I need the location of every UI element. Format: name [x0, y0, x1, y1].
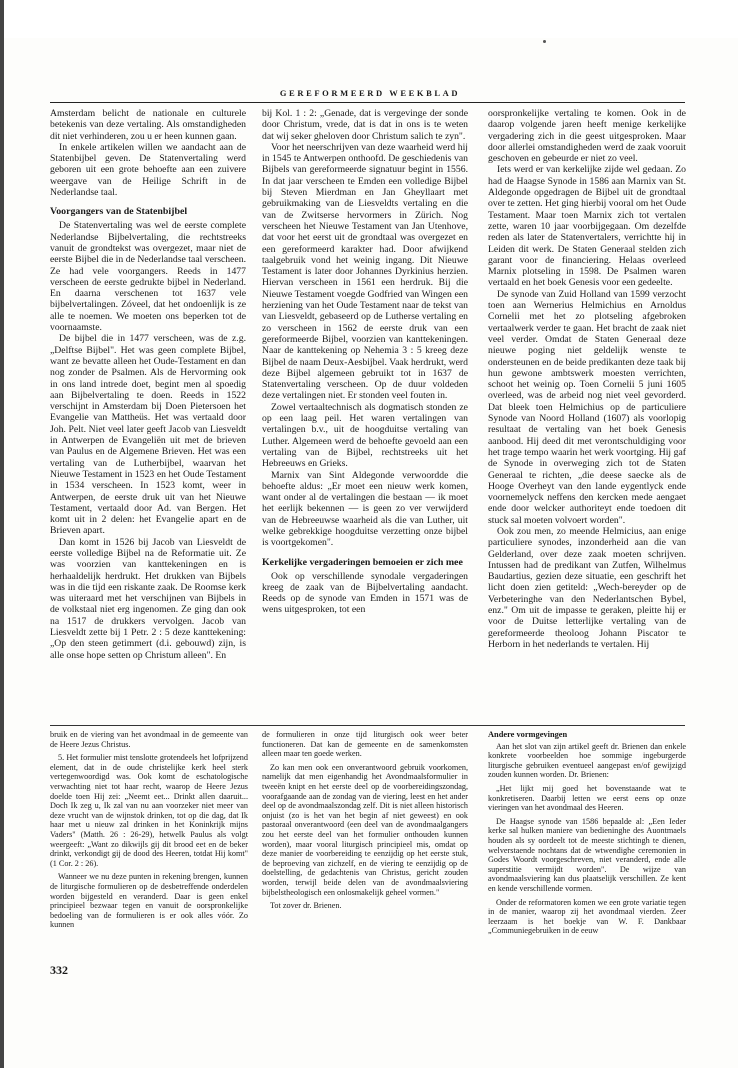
paragraph: 5. Het formulier mist tenslotte grotendeels het lofprijzend element, dat in de oude christelijke kerk heel sterk vertegenwoordigd was. Ook komt de eschatologische verwachting niet tot haar recht, waarop de Heere Jezus doelde toen Hij zei: „Neemt eet... Drinkt allen daaruit... Doch Ik zeg u, Ik zal van nu aan voorzeker niet meer van deze vrucht van de wijnstok drinken, tot op die dag, dat Ik haar met u nieuw zal drinken in het Koninkrijk mijns Vaders" (Matth. 26 : 26-29), hetwelk Paulus als volgt weergeeft: „Want zo dikwijls gij dit brood eet en de beker drinkt, verkondigt gij de dood des Heeren, totdat Hij komt" (1 Cor. 2 : 26).	[50, 753, 248, 868]
lower-column-3	[488, 730, 686, 960]
paragraph: Tot zover dr. Brienen.	[270, 901, 342, 911]
lower-column-1	[50, 730, 248, 960]
paragraph: oorspronkelijke vertaling te komen. Ook in de daarop volgende jaren heeft menige kerkelijke vergadering zich in die geest uitgesproken. Maar door allerlei omstandigheden werd de zaak vooruit geschoven en gebeurde er niet zo veel.	[488, 108, 686, 165]
paragraph: De synode van Zuid Holland van 1599 verzocht toen aan Wernerius Helmichius en Arnoldus Cornelii met het zo plotseling afgebroken vertaalwerk verder te gaan. Het bracht de zaak niet veel verder. Omdat de Staten Generaal deze nieuwe poging niet geldelijk wenste te ondersteunen en de beide predikanten deze taak bij hun gewone ambtswerk moesten verrichten, schoot het weinig op. Toen Cornelii 5 juni 1605 overleed, was de arbeid nog niet veel gevorderd. Dat bleek toen Helmichius op de particuliere Synode van Noord Holland (1607) als voorlopig resultaat de vertaling van het boek Genesis aanbood. Hij deed dit met verontschuldiging voor het trage tempo waarin het werk voortging. Hij gaf de Synode in overweging zich tot de Staten Generaal te richten, „die deese saecke als de Hooge Overheyt van den lande eygentlyck ende voornemelyck neffens den kercken mede aengaet ende door welcker authoriteyt ende toedoen dit stuck sal moeten volvoert worden".	[488, 288, 686, 526]
header-rule	[50, 102, 685, 103]
paragraph: De Haagse synode van 1586 bepaalde al: „Een Ieder kerke sal hulken maniere van bedieninghe des Auontmaels houden als sy oordeelt tot de meeste stichtingh te dienen, welverstaende nochtans dat de wtwendighe ceremonien in Godes Woordt voorgeschreven, niet veranderd, ende alle superstitie vermijdt worden". De wijze van avondmaalsviering kan dus plaatselijk verschillen. Ze kent en kende verschillende vormen.	[488, 816, 686, 893]
paragraph: Ook op verschillende synodale vergaderingen kreeg de zaak van de Bijbelvertaling aandacht. Reeds op de synode van Emden in 1571 was de wens uitgesproken, tot een	[262, 570, 468, 616]
section-heading: Kerkelijke vergaderingen bemoeien er zich mee	[262, 556, 463, 568]
paragraph: Ook zou men, zo meende Helmicius, aan enige particuliere synodes, inzonderheid aan die van Gelderland, over deze zaak moeten schrijven. Intussen had de predikant van Zutfen, Wilhelmus Baudartius, gezien deze situatie, een geschrift het licht doen zien getiteld: „Wech-bereyder op de Verbeteringhe van den Nederlantschen Bybel, enz." Om uit de impasse te geraken, pleitte hij er voor de Duitse letterlijke vertaling van de gereformeerde theoloog Johann Piscator te Herborn in het nederlands te vertalen. Hij	[488, 525, 686, 650]
column-1	[50, 108, 246, 725]
paragraph: Dan komt in 1526 bij Jacob van Liesveldt de eerste volledige Bijbel na de Reformatie uit. Ze was voorzien van kanttekeningen en is herhaaldelijk herdrukt. Het drukken van Bijbels was in die tijd een riskante zaak. De Roomse kerk was uiteraard met het verschijnen van Bijbels in de volkstaal niet erg ingenomen. Ze ging dan ook na 1517 de drukkers vervolgen. Jacob van Liesveldt zette bij 1 Petr. 2 : 5 deze kanttekening: „Op den steen getimmert (d.i. gebouwd) zijn, is alle onse hope setten op Christum alleen". En	[50, 536, 246, 661]
column-3	[488, 108, 686, 725]
column-2	[262, 108, 468, 725]
footnote-divider	[50, 725, 685, 726]
paragraph: Wanneer we nu deze punten in rekening brengen, kunnen de liturgische formulieren op de desbetreffende onderdelen worden bijgesteld en veranderd. Daar is geen enkel principieel bezwaar tegen en vanuit de oorspronkelijke bedoeling van de formulieren is er ook alles vóór. Zo kunnen	[50, 872, 248, 930]
paragraph: De Statenvertaling was wel de eerste complete Nederlandse Bijbelvertaling, die rechtstreeks vanuit de grondtekst was overgezet, maar niet de eerste Bijbel die in de Nederlandse taal verscheen. Ze had vele voorgangers. Reeds in 1477 verscheen de eerste gedrukte bijbel in Nederland. En daarna verschenen tot 1637 vele bijbelvertalingen. Zóveel, dat het ondoenlijk is ze alle te noemen. We moeten ons beperken tot de voornaamste.	[50, 220, 246, 334]
section-heading: Voorgangers van de Statenbijbel	[50, 206, 188, 218]
paragraph: Aan het slot van zijn artikel geeft dr. Brienen dan enkele konkrete voorbeelden hoe sommige ingeburgerde liturgische gebruiken eventueel aangepast en/of gewijzigd zouden kunnen worden. Dr. Brienen:	[488, 741, 686, 780]
paragraph: Zo kan men ook een onverantwoord gebruik voorkomen, namelijk dat men eigenhandig het Avondmaalsformulier in tweeën knipt en het eerste deel op de voorbereidingszondag, voorafgaande aan de zondag van de viering, leest en het ander deel op de avondmaalszondag zelf. Dit is niet alleen historisch onjuist (zo is het van het begin af niet geweest) en ook pastoraal onverantwoord (een deel van de avondmaalgangers zou het eerste deel van het formulier onthouden kunnen worden), maar vooral liturgisch principieel mis, omdat op deze manier de voorbereiding te eenzijdig op het eerste stuk, de beproeving van zichzelf, en de viering te eenzijdig op de doelstelling, de gedachtenis van Christus, gericht zouden worden, terwijl beide delen van de avondmaalsviering bijbelstheologisch een onlosmakelijk geheel vormen."	[262, 762, 468, 897]
paragraph: bruik en de viering van het avondmaal in de gemeente van de Heere Jezus Christus.	[50, 730, 248, 749]
section-heading: Andere vormgevingen	[488, 730, 568, 739]
paragraph: bij Kol. 1 : 2: „Genade, dat is vergevinge der sonde door Christum, vrede, dat is dat in ons is te weten dat wij seker gheloven door Christum salich te zyn".	[262, 108, 468, 142]
paragraph: „Het lijkt mij goed het bovenstaande wat te konkretiseren. Daarbij letten we eerst eens op onze vieringen van het avondmaal des Heeren.	[488, 783, 686, 813]
paragraph: Onder de reformatoren komen we een grote variatie tegen in de manier, waarop zij het avondmaal vierden. Zeer leerzaam is het boekje van W. F. Dankbaar „Communiegebruiken in de eeuw	[488, 897, 686, 936]
running-header: GEREFORMEERD WEEKBLAD	[279, 88, 461, 98]
paragraph: Amsterdam belicht de nationale en culturele betekenis van deze vertaling. Als omstandigheden dit niet verhinderen, zou u er heen kunnen gaan.	[50, 108, 246, 142]
page-number: 332	[50, 963, 68, 977]
paragraph: In enkele artikelen willen we aandacht aan de Statenbijbel geven. De Statenvertaling werd geboren uit een grote behoefte aan een zuivere weergave van de Heilige Schrift in de Nederlandse taal.	[50, 141, 246, 199]
lower-column-2	[262, 730, 468, 960]
scan-top-margin	[0, 0, 738, 38]
paragraph: Iets werd er van kerkelijke zijde wel gedaan. Zo had de Haagse Synode in 1586 aan Marnix van St. Aldegonde opgedragen de Bijbel uit de grondtaal over te zetten. Het ging hierbij vooral om het Oude Testament. Maar toen Marnix zich tot vertalen zette, waren 10 jaar voorbijgegaan. Om dezelfde reden als later de Statenvertalers, verrichtte hij in Leiden dit werk. De Staten Generaal stelden zich garant voor de financiering. Helaas overleed Marnix plotseling in 1598. De Psalmen waren vertaald en het boek Genesis voor een gedeelte.	[488, 164, 686, 289]
paragraph: de formulieren in onze tijd liturgisch ook weer beter functioneren. Dat kan de gemeente en de samenkomsten alleen maar ten goede werken.	[262, 730, 468, 759]
paragraph: Voor het neerschrijven van deze waarheid werd hij in 1545 te Antwerpen onthoofd. De geschiedenis van Bijbels van gereformeerde signatuur begint in 1556. In dat jaar verscheen te Emden een volledige Bijbel bij Steven Mierdman en Jan Gheyllaart met gebruikmaking van de Liesveldts vertaling en die van de Zwitserse hervormers in Zürich. Nog verscheen het Nieuwe Testament van Jan Utenhove, dat voor het eerst uit de grondtaal was overgezet en een gereformeerd karakter had. Door afwijkend taalgebruik vond het weinig ingang. Dit Nieuwe Testament is later door Johannes Dyrkinius herzien. Hiervan verscheen in 1561 een herdruk. Bij die Nieuwe Testament voegde Godfried van Wingen een herziening van het Oude Testament naar de tekst van van Liesveldt, gebaseerd op de Lutherse vertaling en zo verscheen in 1562 de eerste druk van een gereformeerde Bijbel, voorzien van kanttekeningen. Naar de kanttekening op Nehemia 3 : 5 kreeg deze Bijbel de naam Deux-Aesbijbel. Vaak herdrukt, werd deze Bijbel algemeen gebruikt tot in 1637 de Statenvertaling verscheen. Op de duur voldeden deze vertalingen niet. Er stonden veel fouten in.	[262, 141, 468, 402]
paragraph: Marnix van Sint Aldegonde verwoordde die behoefte aldus: „Er moet een nieuw werk komen, want onder al de vertalingen die bestaan — ik moet het eerlijk bekennen — is geen zo ver verwijderd van de Hebreeuwse waarheid als die van Luther, uit welke gebrekkige hoogduitse verzetting onze bijbel is voortgekomen".	[262, 469, 468, 549]
paragraph: De bijbel die in 1477 verscheen, was de z.g. „Delftse Bijbel". Het was geen complete Bijbel, want ze bevatte alleen het Oude-Testament en dan nog zonder de Psalmen. Als de Hervorming ook in ons land intrede doet, begint men al spoedig aan Bijbelvertaling te doen. Reeds in 1522 verschijnt in Amsterdam bij Doen Pietersoen het Evangelie van Mattheüs. Het was vertaald door Joh. Pelt. Niet veel later geeft Jacob van Liesveldt in Antwerpen de Evangeliën uit met de brieven van Paulus en de Algemene Brieven. Het was een vertaling van de Lutherbijbel, waarvan het Nieuwe Testament in 1523 en het Oude Testament in 1534 verscheen. In 1523 komt, weer in Antwerpen, de eerste druk uit van het Nieuwe Testament, vertaald door Ad. van Bergen. Het komt uit in 2 delen: het Evangelie apart en de Brieven apart.	[50, 333, 246, 537]
paragraph: Zowel vertaaltechnisch als dogmatisch stonden ze op een laag peil. Het waren vertalingen van vertalingen b.v., uit de hoogduitse vertaling van Luther. Algemeen werd de behoefte gevoeld aan een vertaling van de Bijbel, rechtstreeks uit het Hebreeuws en Grieks.	[262, 401, 468, 470]
scan-speck	[543, 40, 546, 43]
binding-edge	[0, 0, 4, 1068]
